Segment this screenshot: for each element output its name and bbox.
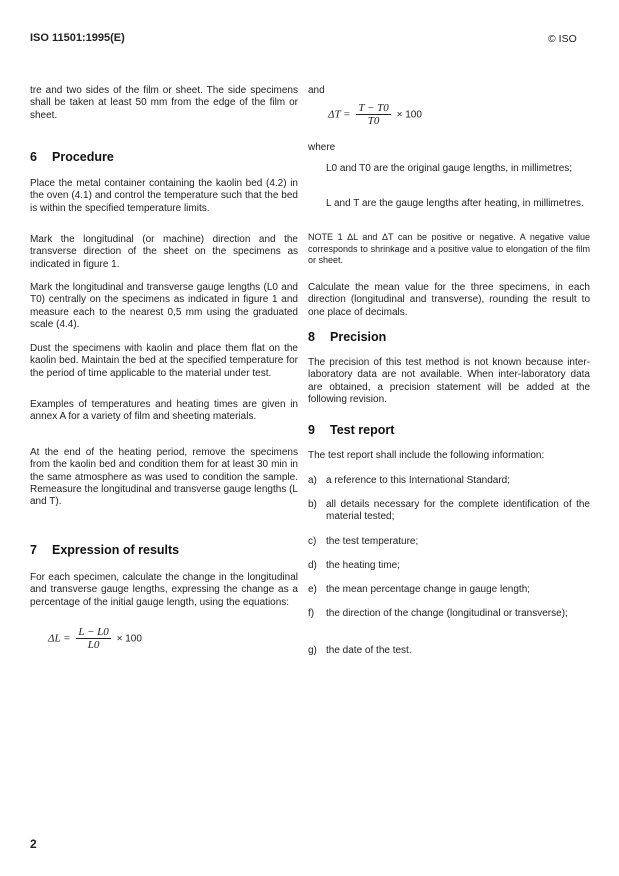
list-label: d) <box>308 560 317 571</box>
paragraph: At the end of the heating period, remove the specimens from the kaolin bed and condition them for at least 30 min in the same atmosphere as was used to condition the sample. Remeasure the longitudinal and transverse gauge lengths (L and T). <box>30 447 298 508</box>
paragraph: Dust the specimens with kaolin and place them flat on the kaolin bed. Maintain the bed at the specified temperature for the period of time applicable to the material under test. <box>30 343 298 379</box>
paragraph: The precision of this test method is not known because inter-laboratory data are not available. When inter-laboratory data are obtained, a precision statement will be added at the following revision. <box>308 357 590 405</box>
paragraph: The test report shall include the following information: <box>308 450 545 461</box>
definition-l0-t0: L0 and T0 are the original gauge lengths, in millimetres; <box>326 163 573 174</box>
list-item <box>308 645 590 657</box>
list-label: b) <box>308 499 317 510</box>
section-number: 8 <box>308 330 315 344</box>
equation-rhs: × 100 <box>116 633 142 645</box>
section-6-heading <box>30 151 298 163</box>
section-title: Precision <box>330 330 387 344</box>
section-number: 7 <box>30 543 37 557</box>
text-where: where <box>308 142 336 153</box>
paragraph: Calculate the mean value for the three specimens, in each direction (longitudinal and transverse), rounding the result to one place of decimals. <box>308 282 590 318</box>
section-title: Test report <box>330 423 395 437</box>
paragraph-intro: tre and two sides of the film or sheet. The side specimens shall be taken at least 50 mm from the edge of the film or sheet. <box>30 85 298 121</box>
list-text: the heating time; <box>326 560 400 571</box>
list-text: the date of the test. <box>326 645 412 656</box>
list-label: c) <box>308 536 317 547</box>
denominator: T0 <box>367 115 380 128</box>
numerator: L − L0 <box>78 626 109 638</box>
list-text: a reference to this International Standard; <box>326 475 511 486</box>
section-title: Procedure <box>52 150 114 164</box>
equation-lhs: ΔT = <box>328 108 351 121</box>
section-7-heading <box>30 544 298 556</box>
equation-rhs: × 100 <box>396 109 422 121</box>
text-and: and <box>308 85 325 96</box>
section-title: Expression of results <box>52 543 180 557</box>
list-item <box>308 584 590 596</box>
definition-l-t: L and T are the gauge lengths after heating, in millimetres. <box>326 198 584 209</box>
document-id: ISO 11501:1995(E) <box>30 32 125 44</box>
list-label: g) <box>308 645 317 656</box>
note-1: NOTE 1 ΔL and ΔT can be positive or negative. A negative value corresponds to shrinkage and a positive value to elongation of the film or sheet. <box>308 232 590 265</box>
list-item <box>308 560 590 572</box>
list-item <box>308 475 590 487</box>
list-label: f) <box>308 608 315 619</box>
paragraph: Place the metal container containing the kaolin bed (4.2) in the oven (4.1) and control the temperature such that the bed is within the specified temperature limits. <box>30 178 298 214</box>
fraction <box>76 626 110 652</box>
list-text: all details necessary for the complete identification of the material tested; <box>326 499 590 523</box>
list-item <box>308 499 590 524</box>
numerator: T − T0 <box>358 102 389 114</box>
section-number: 6 <box>30 150 37 164</box>
list-item <box>308 608 590 620</box>
paragraph: Mark the longitudinal (or machine) direction and the transverse direction of the sheet on the specimens as indicated in figure 1. <box>30 234 298 270</box>
section-number: 9 <box>308 423 315 437</box>
list-text: the mean percentage change in gauge length; <box>326 584 531 595</box>
list-text: the test temperature; <box>326 536 419 547</box>
page-number: 2 <box>30 837 37 851</box>
list-label: a) <box>308 475 317 486</box>
list-text: the direction of the change (longitudinal or transverse); <box>326 608 568 619</box>
copyright: © ISO <box>548 33 577 45</box>
list-label: e) <box>308 584 317 595</box>
test-report-list <box>308 0 590 876</box>
paragraph: For each specimen, calculate the change in the longitudinal and transverse gauge lengths, expressing the change as a percentage of the initial gauge length, using the equations: <box>30 572 298 608</box>
paragraph: Examples of temperatures and heating times are given in annex A for a variety of film and sheeting materials. <box>30 399 298 423</box>
list-item <box>308 536 590 548</box>
paragraph: Mark the longitudinal and transverse gauge lengths (L0 and T0) centrally on the specimens as indicated in figure 1 and measure each to the nearest 0,5 mm using the graduated scale (4.4). <box>30 282 298 330</box>
equation-lhs: ΔL = <box>48 632 71 645</box>
equation-delta-l <box>48 626 142 652</box>
denominator: L0 <box>87 639 100 652</box>
